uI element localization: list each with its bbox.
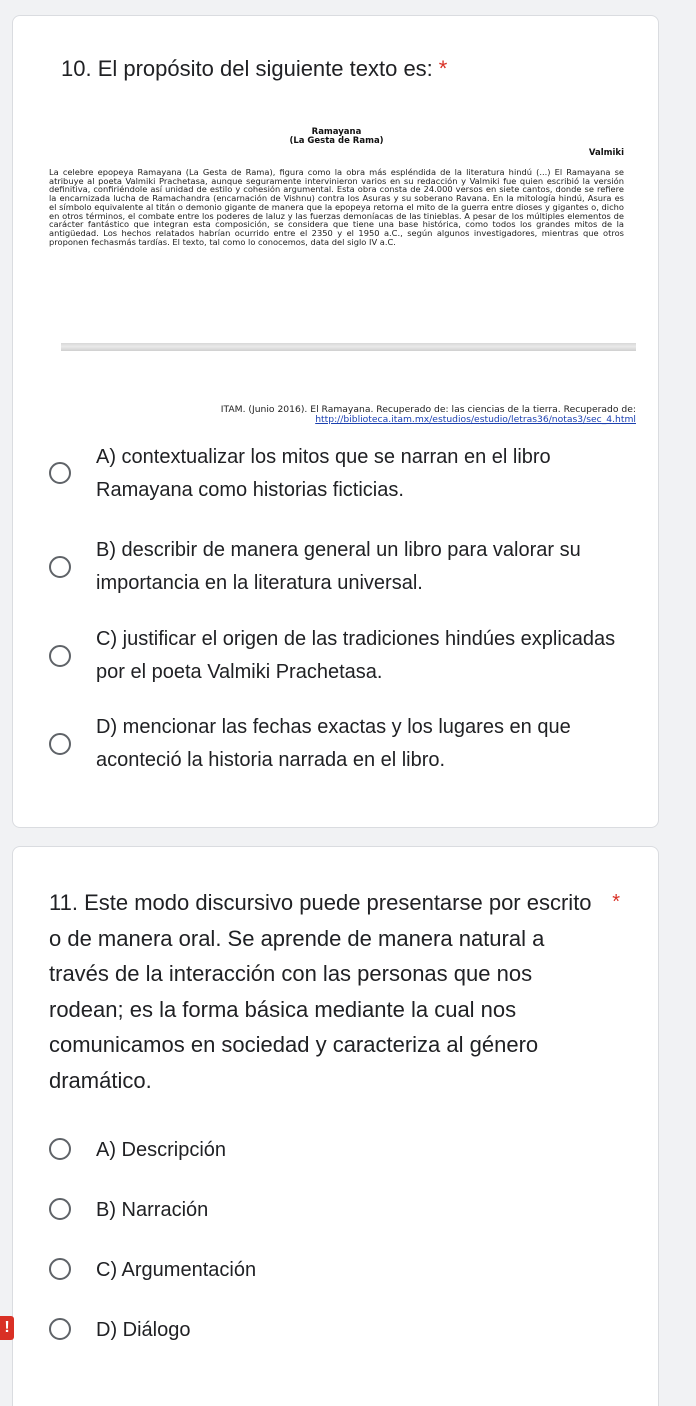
radio-button[interactable] bbox=[49, 462, 71, 484]
document-body: La celebre epopeya Ramayana (La Gesta de Rama), figura como la obra más espléndida de la literatura hindú (...) El Ramayana se atribuye al poeta Valmiki Prachetasa, aunque seguramente intervinieron varios en su redacción y Valmiki fue quien escribió la versión definitiva, confiriéndole así unidad de estilo y cohesión argumental. Esta obra consta de 24.000 versos en siete cantos, donde se refiere la encarnizada lucha de Ramachandra (encarnación de Vishnu) contra los Asuras y su soberano Ravana. En la mitología hindú, Asura es el símbolo equivalente al titán o demonio gigante de manera que la epopeya retorna el mito de la guerra entre dioses y gigantes o, dicho en otros términos, el combate entre los poderes de laluz y las fuerzas demoníacas de las tinieblas. A pesar de los múltiples elementos de carácter fantástico que integran esta composición, se considera que tiene una base histórica, como todos los grandes mitos de la antigüedad. Los hechos relatados habrían ocurrido entre el 2350 y el 1950 a.C., según algunos investigadores, mientras que otros proponen fechasmás tardías. El texto, tal como lo conocemos, data del siglo IV a.C. bbox=[49, 167, 624, 247]
document-subtitle: (La Gesta de Rama) bbox=[289, 136, 384, 146]
option-b[interactable] bbox=[49, 1198, 208, 1222]
option-a[interactable] bbox=[49, 441, 616, 507]
document-divider bbox=[61, 343, 636, 351]
radio-button[interactable] bbox=[49, 1318, 71, 1340]
option-a[interactable] bbox=[49, 1138, 226, 1162]
radio-button[interactable] bbox=[49, 1198, 71, 1220]
reading-text-image bbox=[49, 128, 624, 246]
option-d[interactable] bbox=[49, 711, 616, 777]
citation-link[interactable]: http://biblioteca.itam.mx/estudios/estudio/letras36/notas3/sec_4.html bbox=[315, 414, 636, 425]
option-label: B) describir de manera general un libro para valorar su importancia en la literatura universal. bbox=[96, 539, 581, 594]
question-title bbox=[61, 55, 447, 83]
option-label: A) Descripción bbox=[96, 1139, 227, 1161]
document-citation bbox=[61, 405, 636, 425]
required-asterisk: * bbox=[438, 56, 448, 81]
option-label: C) justificar el origen de las tradiciones hindúes explicadas por el poeta Valmiki Prachetasa. bbox=[96, 628, 616, 683]
radio-button[interactable] bbox=[49, 645, 71, 667]
question-text: 10. El propósito del siguiente texto es: bbox=[61, 56, 433, 81]
option-c[interactable] bbox=[49, 623, 616, 689]
radio-button[interactable] bbox=[49, 733, 71, 755]
option-label: C) Argumentación bbox=[96, 1259, 257, 1281]
radio-button[interactable] bbox=[49, 1138, 71, 1160]
question-card-10 bbox=[12, 15, 659, 828]
question-card-11 bbox=[12, 846, 659, 1406]
option-label: A) contextualizar los mitos que se narran en el libro Ramayana como historias ficticias. bbox=[96, 446, 551, 501]
option-label: D) mencionar las fechas exactas y los lugares en que aconteció la historia narrada en el libro. bbox=[96, 716, 571, 771]
option-label: B) Narración bbox=[96, 1199, 209, 1221]
option-d[interactable] bbox=[49, 1318, 190, 1342]
question-text: 11. Este modo discursivo puede presentarse por escrito o de manera oral. Se aprende de manera natural a través de la interacción con las personas que nos rodean; es la forma básica mediante la cual nos comunicamos en sociedad y caracteriza al género dramático. bbox=[49, 890, 592, 1093]
document-title: Ramayana bbox=[311, 127, 362, 137]
error-indicator-icon: ! bbox=[0, 1316, 14, 1340]
option-label: D) Diálogo bbox=[96, 1319, 191, 1341]
radio-button[interactable] bbox=[49, 1258, 71, 1280]
required-asterisk: * bbox=[612, 891, 620, 913]
option-b[interactable] bbox=[49, 534, 616, 600]
citation-text: ITAM. (Junio 2016). El Ramayana. Recuperado de: las ciencias de la tierra. Recuperado de: bbox=[220, 404, 636, 415]
radio-button[interactable] bbox=[49, 556, 71, 578]
document-author: Valmiki bbox=[588, 148, 624, 158]
option-c[interactable] bbox=[49, 1258, 256, 1282]
